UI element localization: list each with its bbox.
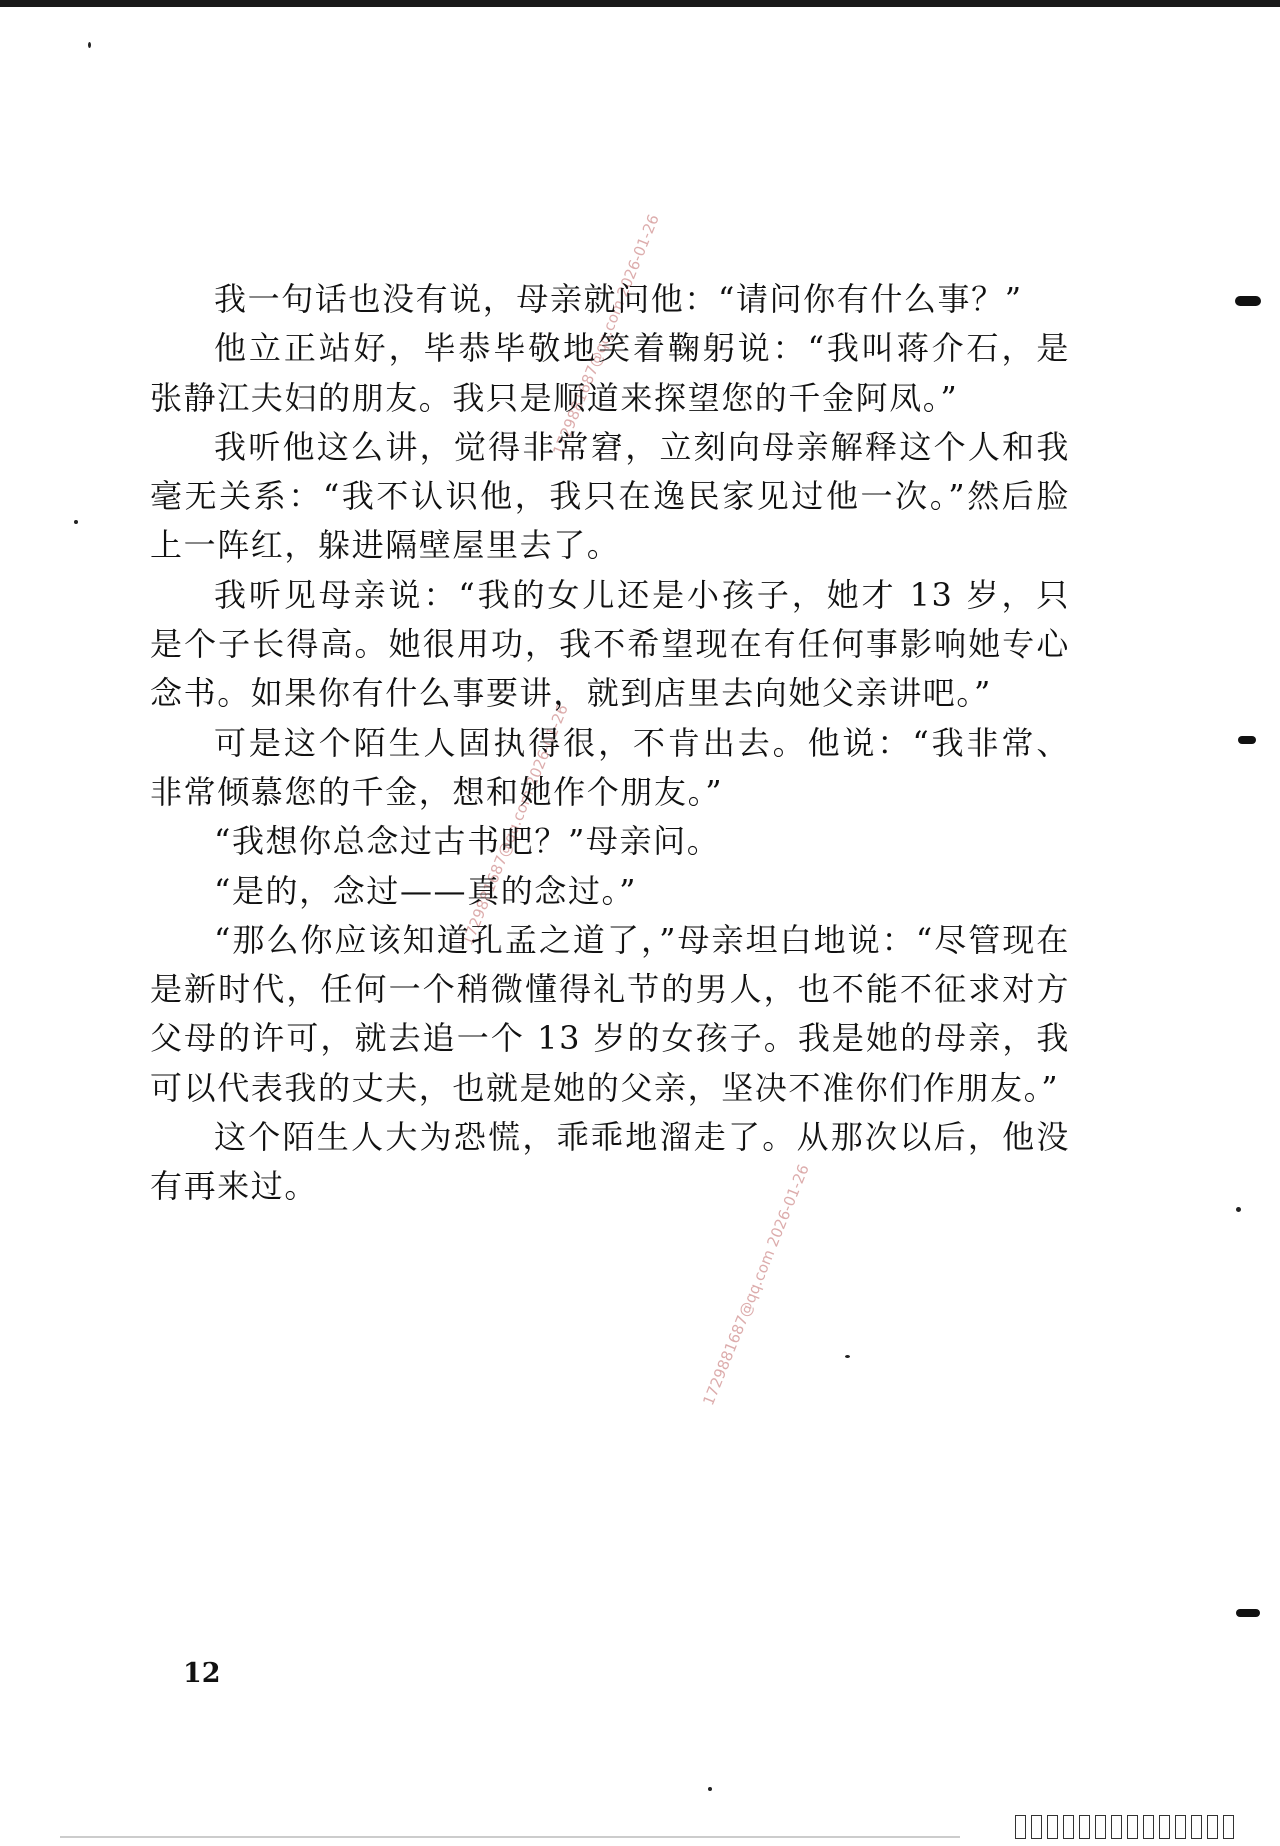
margin-tick: [1063, 1815, 1074, 1839]
paragraph: “我想你总念过古书吧？”母亲问。: [214, 822, 721, 861]
margin-tick: [1159, 1815, 1170, 1839]
watermark-text: 1729881687@qq.com 2026-01-26: [549, 211, 663, 458]
scan-bottom-smudge: [60, 1836, 960, 1838]
margin-tick: [1191, 1815, 1202, 1839]
margin-tick: [1127, 1815, 1138, 1839]
margin-tick: [1079, 1815, 1090, 1839]
page-number: 12: [183, 1658, 221, 1689]
margin-tick: [1111, 1815, 1122, 1839]
scan-margin-marks: [1015, 1815, 1255, 1839]
margin-tick: [1223, 1815, 1234, 1839]
body-text: [150, 275, 1070, 1212]
scan-top-border: [0, 0, 1280, 7]
scan-edge-mark: [1236, 1609, 1260, 1617]
paragraph: 我听见母亲说：“我的女儿还是小孩子，她才 13 岁，只是个子长得高。她很用功，我不希望现在有任何事影响她专心念书。如果你有什么事要讲，就到店里去向她父亲讲吧。”: [150, 575, 1070, 713]
scan-edge-mark: [1238, 736, 1256, 744]
margin-tick: [1015, 1815, 1026, 1839]
watermark-text: 1729881687@qq.com 2026-01-26: [699, 1161, 813, 1408]
margin-tick: [1031, 1815, 1042, 1839]
paragraph: “是的，念过——真的念过。”: [214, 871, 638, 910]
scan-speck: [845, 1355, 850, 1358]
margin-tick: [1143, 1815, 1154, 1839]
margin-tick: [1175, 1815, 1186, 1839]
scan-speck: [74, 520, 78, 524]
paragraph: 可是这个陌生人固执得很，不肯出去。他说：“我非常、非常倾慕您的千金，想和她作个朋友。”: [150, 723, 1070, 811]
scan-edge-mark: [1235, 296, 1261, 306]
margin-tick: [1207, 1815, 1218, 1839]
watermark-text: 1729881687@qq.com 2026-01-26: [458, 701, 572, 948]
scan-speck: [708, 1787, 712, 1791]
scan-speck: [1236, 1207, 1241, 1212]
margin-tick: [1095, 1815, 1106, 1839]
scan-speck: [88, 42, 91, 48]
paragraph: “那么你应该知道孔孟之道了，”母亲坦白地说：“尽管现在是新时代，任何一个稍微懂得礼节的男人，也不能不征求对方父母的许可，就去追一个 13 岁的女孩子。我是她的母亲，我可以代表我的丈夫，也就是她的父亲，坚决不准你们作朋友。”: [150, 920, 1070, 1107]
paragraph: 我一句话也没有说，母亲就问他：“请问你有什么事？”: [214, 280, 1023, 318]
paragraph: 他立正站好，毕恭毕敬地笑着鞠躬说：“我叫蒋介石，是张静江夫妇的朋友。我只是顺道来探望您的千金阿凤。”: [150, 329, 1070, 417]
margin-tick: [1047, 1815, 1058, 1839]
paragraph: 我听他这么讲，觉得非常窘，立刻向母亲解释这个人和我毫无关系：“我不认识他，我只在逸民家见过他一次。”然后脸上一阵红，躲进隔壁屋里去了。: [150, 427, 1070, 565]
paragraph: 这个陌生人大为恐慌，乖乖地溜走了。从那次以后，他没有再来过。: [150, 1118, 1070, 1206]
